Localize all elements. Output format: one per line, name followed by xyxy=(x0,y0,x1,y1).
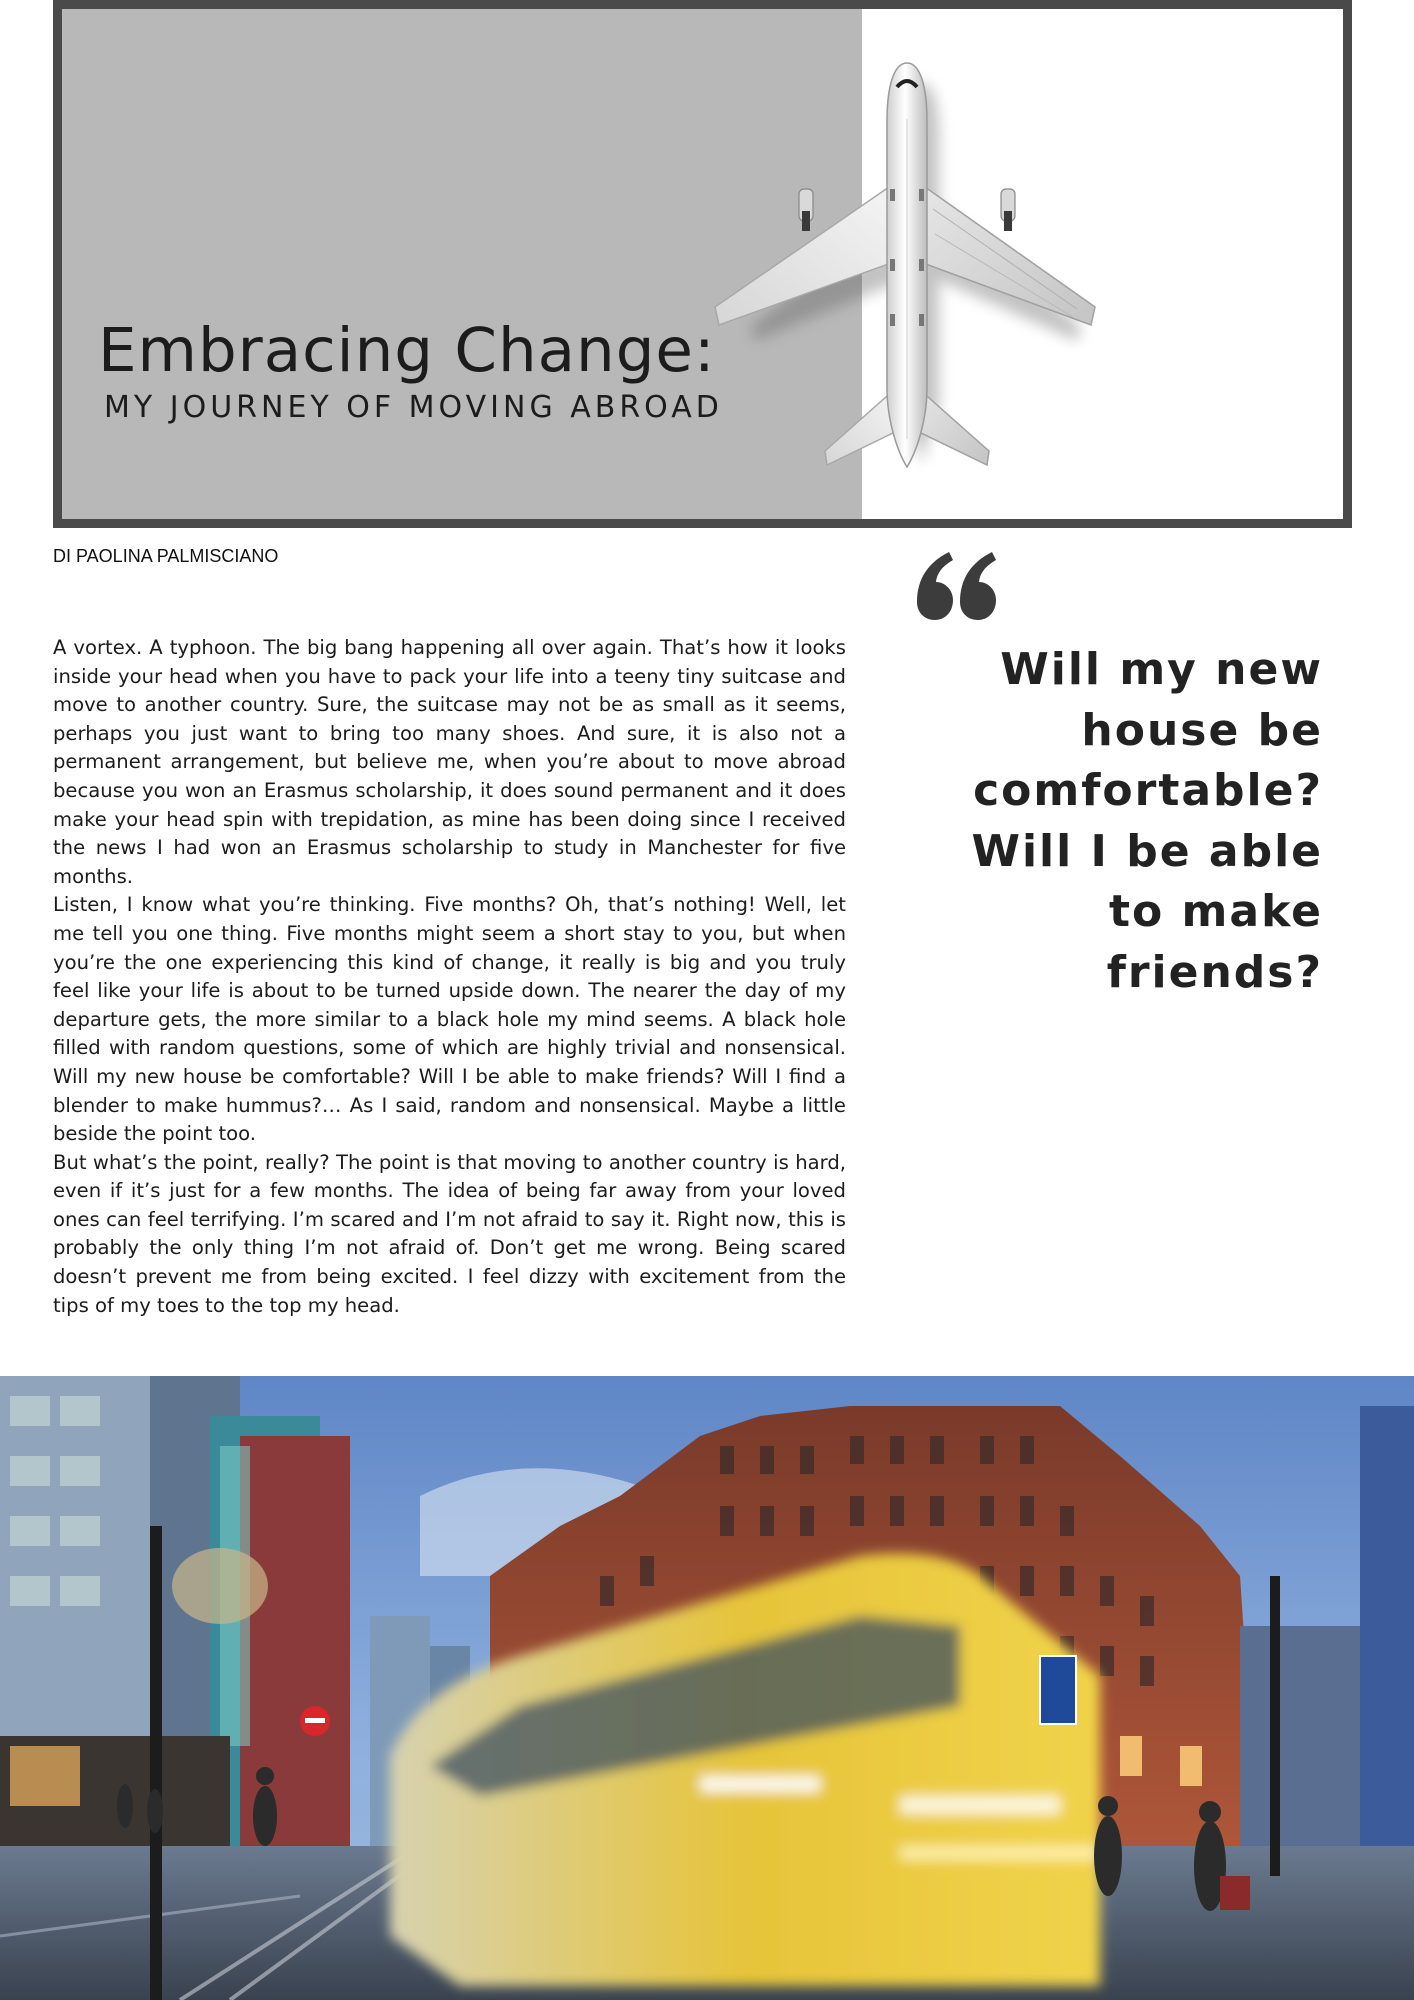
body-paragraph: Listen, I know what you’re thinking. Five months? Oh, that’s nothing! Well, let me tell you one thing. Five months might seem a short stay to you, but when you’re the one experiencing this kind of change, it really is big and you truly feel like your life is about to be turned upside down. The nearer the day of my departure gets, the more similar to a black hole my mind seems. A black hole filled with random questions, some of which are highly trivial and nonsensical. Will my new house be comfortable? Will I be able to make friends? Will I find a blender to make hummus?… As I said, random and nonsensical. Maybe a little beside the point too. xyxy=(53,893,846,1146)
pull-quote: Will my new house be comfortable? Will I be able to make friends? xyxy=(971,644,1323,998)
body-paragraph: A vortex. A typhoon. The big bang happening all over again. That’s how it looks inside your head when you have to pack your life into a teeny tiny suitcase and move to another country. Sure, the suitcase may not be as small as it seems, perhaps you just want to bring too many shoes. And sure, it is also not a permanent arrangement, but believe me, when you’re about to move abroad because you won an Erasmus scholarship, it does sound permanent and it does make your head spin with trepidation, as mine has been doing since I received the news I had won an Erasmus scholarship to study in Manchester for five months. xyxy=(53,636,846,888)
quote-mark-icon xyxy=(915,540,1000,630)
city-street-with-tram-photo xyxy=(0,1376,1414,2000)
page-title: Embracing Change: xyxy=(98,315,716,386)
header-banner xyxy=(53,0,1352,528)
airplane-illustration xyxy=(697,59,1117,499)
article-body xyxy=(53,634,846,1320)
page-subtitle: MY JOURNEY OF MOVING ABROAD xyxy=(104,390,723,425)
body-paragraph: But what’s the point, really? The point is that moving to another country is hard, even if it’s just for a few months. The idea of being far away from your loved ones can feel terrifying. I’m scared and I’m not afraid to say it. Right now, this is probably the only thing I’m not afraid of. Don’t get me wrong. Being scared doesn’t prevent me from being excited. I feel dizzy with excitement from the tips of my toes to the top my head. xyxy=(53,1150,846,1317)
author-byline: DI PAOLINA PALMISCIANO xyxy=(53,546,279,566)
